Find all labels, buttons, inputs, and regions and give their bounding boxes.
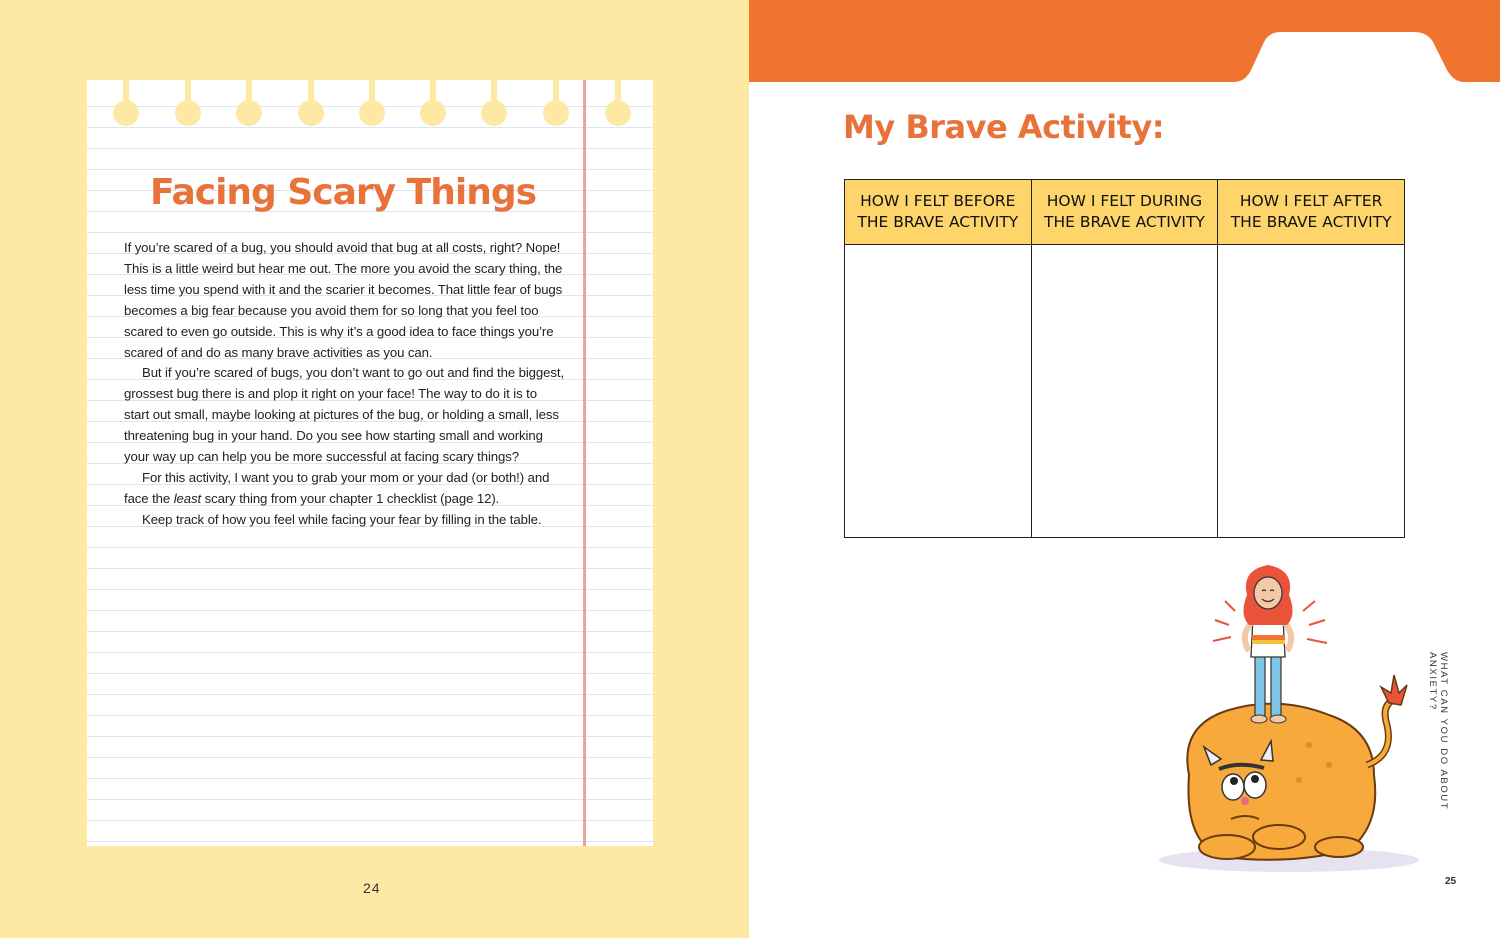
paragraph: If you’re scared of a bug, you should avoid that bug at all costs, right? Nope! This is a little weird but hear me out. The more you avoid the scary thing, the less time you spend with it and the scarier it becomes. That little fear of bugs becomes a big fear because you avoid them for so long that you feel too scared to even go outside. This is why it’s a good idea to face things you’re scared of and do as many brave activities as you can. (124, 240, 563, 360)
emphasis-text: least (173, 490, 202, 506)
binder-hole (113, 100, 139, 126)
table-header-after: HOW I FELT AFTER THE BRAVE ACTIVITY (1218, 180, 1405, 245)
paragraph-text: For this activity, I want you to grab your mom or your dad (or both!) and face the (124, 469, 550, 506)
girl-on-monster-illustration (1149, 565, 1429, 895)
table-header-row (845, 180, 1405, 245)
table-header-during: HOW I FELT DURING THE BRAVE ACTIVITY (1031, 180, 1218, 245)
table-row (845, 245, 1405, 538)
table-cell-during[interactable] (1031, 245, 1218, 538)
notepad-paper (87, 80, 653, 846)
paragraph: Keep track of how you feel while facing your fear by filling in the table. (142, 511, 542, 527)
right-page (749, 0, 1500, 938)
paragraph-text: scary thing from your chapter 1 checklist (page 12). (201, 490, 500, 506)
page-number: 24 (363, 880, 381, 896)
binder-hole (481, 100, 507, 126)
table-cell-before[interactable] (845, 245, 1032, 538)
binder-hole (175, 100, 201, 126)
paragraph (124, 468, 564, 510)
binder-hole (359, 100, 385, 126)
chapter-side-label: WHAT CAN YOU DO ABOUT ANXIETY? (1427, 652, 1449, 810)
paragraph: But if you’re scared of bugs, you don’t want to go out and find the biggest, grossest bug there is and plop it right on your face! The way to do it is to start out small, maybe looking at pictures of the bug, or holding a small, less threatening bug in your hand. Do you see how starting small and working your way up can help you be more successful at facing scary things? (124, 365, 565, 465)
binder-hole (543, 100, 569, 126)
binder-hole (605, 100, 631, 126)
page-number: 25 (1445, 876, 1457, 887)
page-title: Facing Scary Things (149, 172, 537, 213)
table-header-before: HOW I FELT BEFORE THE BRAVE ACTIVITY (845, 180, 1032, 245)
binder-hole (236, 100, 262, 126)
orange-tab-header (749, 0, 1500, 82)
table-cell-after[interactable] (1218, 245, 1405, 538)
body-text (124, 238, 564, 531)
left-page (0, 0, 749, 938)
brave-activity-table (844, 179, 1405, 538)
activity-title: My Brave Activity: (843, 108, 1165, 146)
binder-hole (298, 100, 324, 126)
binder-hole (420, 100, 446, 126)
